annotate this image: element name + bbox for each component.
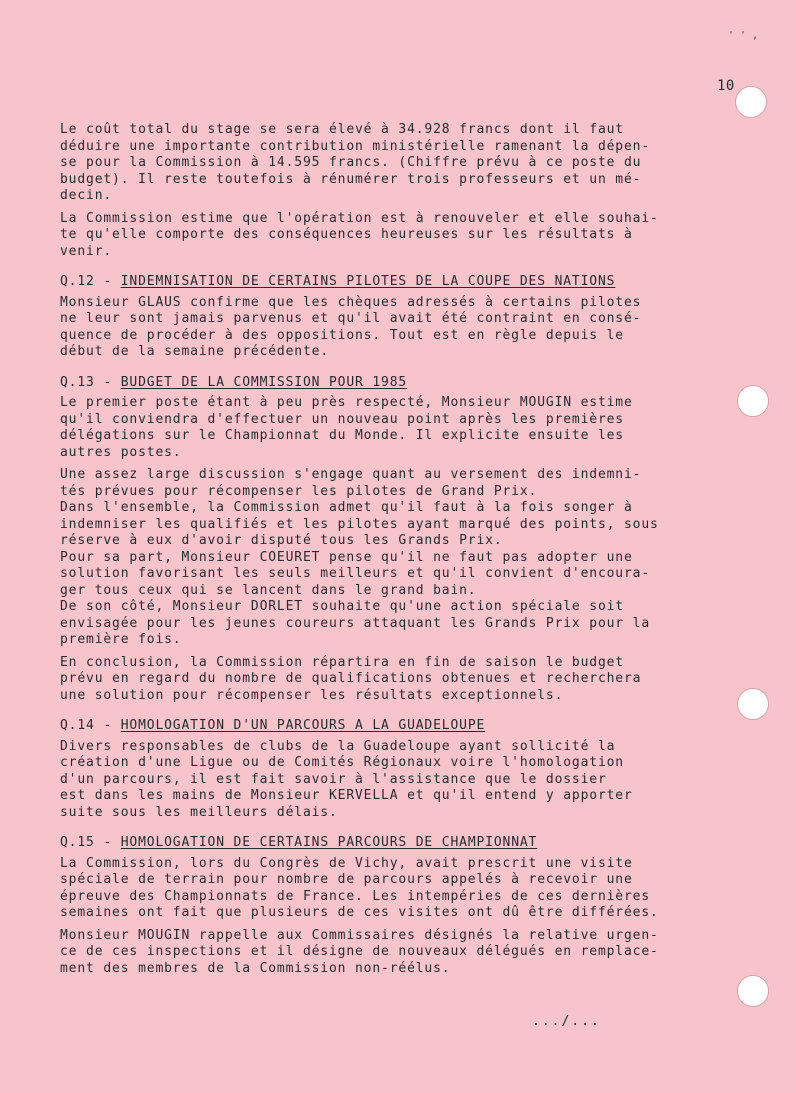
section-14 [60,718,722,821]
text-line: délégations sur le Championnat du Monde. Il explicite ensuite les [60,428,624,443]
corner-mark: ' ' , [728,30,759,41]
section-paragraph [60,739,722,822]
text-line: première fois. [60,632,182,647]
section-paragraph [60,655,722,705]
text-line: spéciale de terrain pour nombre de parcours appelés à recevoir une [60,872,633,887]
text-line: De son côté, Monsieur DORLET souhaite qu'une action spéciale soit [60,599,624,614]
section-12 [60,274,722,361]
text-line: se pour la Commission à 14.595 francs. (Chiffre prévu à ce poste du [60,155,642,170]
section-number: Q.15 - [60,835,121,850]
text-line: d'un parcours, il est fait savoir à l'assistance que le dossier [60,771,607,787]
text-line: tés prévues pour récompenser les pilotes de Grand Prix. [60,483,538,499]
text-line: solution favorisant les seuls meilleurs et qu'il convient d'encoura- [60,566,651,581]
text-line: ment des membres de la Commission non-réélus. [60,960,451,976]
text-line: ger tous ceux qui se lancent dans le grand bain. [60,582,477,598]
text-line: La Commission estime que l'opération est à renouveler et elle souhai- [60,210,659,226]
continuation-marker: .../... [532,1014,601,1029]
text-line: decin. [60,188,113,203]
section-paragraph [60,295,722,361]
text-line: Divers responsables de clubs de la Guadeloupe ayant sollicité la [60,738,616,754]
text-line: Dans l'ensemble, la Commission admet qu'il faut à la fois songer à [60,500,633,515]
intro-paragraph [60,211,722,261]
text-line: Monsieur GLAUS confirme que les chèques adressés à certains pilotes [60,294,642,310]
section-heading [60,274,722,291]
text-line: qu'il conviendra d'effectuer un nouveau point après les premières [60,411,624,427]
text-line: Monsieur MOUGIN rappelle aux Commissaires désignés la relative urgen- [60,927,659,943]
text-line: suite sous les meilleurs délais. [60,804,338,820]
text-line: réserve à eux d'avoir disputé tous les Grands Prix. [60,533,503,548]
section-15 [60,835,722,977]
section-heading [60,375,722,392]
text-line: indemniser les qualifiés et les pilotes ayant marqué des points, sous [60,516,659,532]
text-line: Le premier poste étant à peu près respecté, Monsieur MOUGIN estime [60,395,633,410]
section-13 [60,375,722,705]
text-line: ne leur sont jamais parvenus et qu'il avait été contraint en consé- [60,311,642,326]
page-number: 10 [717,78,735,94]
text-line: début de la semaine précédente. [60,344,329,359]
punch-hole-bottom [737,975,769,1007]
text-line: semaines ont fait que plusieurs de ces visites ont dû être différées. [60,905,659,920]
section-number: Q.12 - [60,274,121,289]
punch-hole-upper-middle [737,385,769,417]
text-line: Une assez large discussion s'engage quant au versement des indemni- [60,467,642,482]
punch-hole-top [735,86,767,118]
section-heading [60,718,722,735]
punch-hole-lower-middle [737,688,769,720]
section-title: INDEMNISATION DE CERTAINS PILOTES DE LA COUPE DES NATIONS [120,274,616,289]
text-line: épreuve des Championnats de France. Les intempéries de ces dernières [60,888,651,904]
intro-paragraph [60,122,722,205]
section-number: Q.14 - [60,718,121,733]
text-line: Le coût total du stage se sera élevé à 34.928 francs dont il faut [60,122,624,137]
text-line: est dans les mains de Monsieur KERVELLA et qu'il entend y apporter [60,788,633,803]
text-line: venir. [60,243,113,259]
text-line: budget). Il reste toutefois à rénumérer trois professeurs et un mé- [60,171,642,187]
text-line: ce de ces inspections et il désigne de nouveaux délégués en remplace- [60,944,659,959]
section-title: HOMOLOGATION DE CERTAINS PARCOURS DE CHAMPIONNAT [120,835,538,850]
text-line: création d'une Ligue ou de Comités Régionaux voire l'homologation [60,755,624,770]
text-line: une solution pour récompenser les résultats exceptionnels. [60,687,564,703]
text-line: déduire une importante contribution ministérielle ramenant la dépen- [60,138,651,154]
section-paragraph [60,467,722,649]
text-line: envisagée pour les jeunes coureurs attaquant les Grands Prix pour la [60,615,651,631]
section-paragraph [60,928,722,978]
text-line: prévu en regard du nombre de qualifications obtenues et recherchera [60,671,642,686]
text-line: La Commission, lors du Congrès de Vichy, avait prescrit une visite [60,855,633,871]
document-body [60,122,722,983]
text-line: autres postes. [60,444,182,460]
section-number: Q.13 - [60,374,121,390]
section-paragraph [60,856,722,922]
text-line: Pour sa part, Monsieur COEURET pense qu'il ne faut pas adopter une [60,549,633,565]
section-heading [60,835,722,852]
section-title: BUDGET DE LA COMMISSION POUR 1985 [120,374,408,390]
text-line: te qu'elle comporte des conséquences heureuses sur les résultats à [60,227,633,242]
text-line: En conclusion, la Commission répartira en fin de saison le budget [60,654,624,670]
text-line: quence de procéder à des oppositions. Tout est en règle depuis le [60,327,624,343]
section-title: HOMOLOGATION D'UN PARCOURS A LA GUADELOUPE [120,718,486,733]
section-paragraph [60,395,722,461]
